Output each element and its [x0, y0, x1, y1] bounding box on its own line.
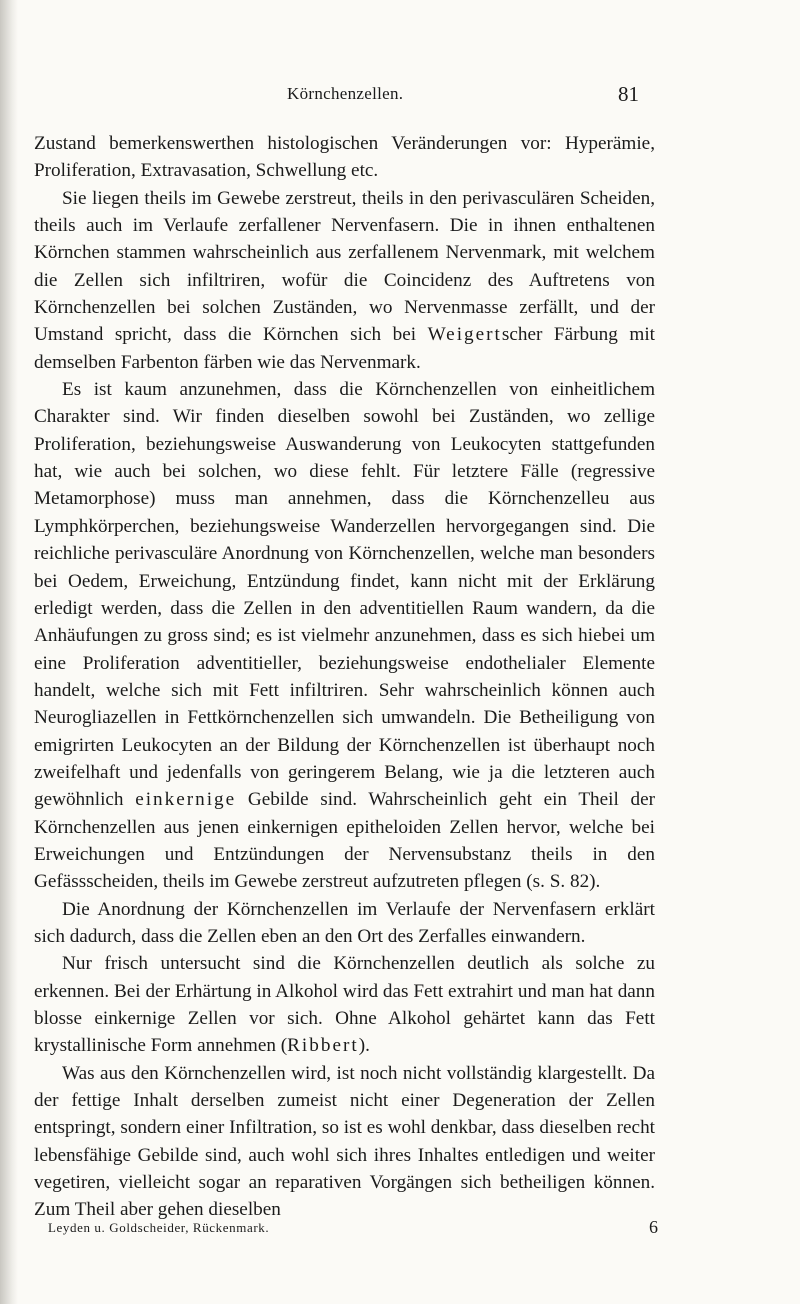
paragraph-text: Nur frisch untersucht sind die Körnchenzellen deutlich als solche zu erkennen. Bei der Erhärtung in Alkohol wird das Fett extrahirt und man hat dann blosse einkernige Zellen vor sich. Ohne Alkohol gehärtet kann das Fett krystallinische Form annehmen ( [34, 953, 655, 1057]
author-name-weigert: Weigert [427, 324, 502, 346]
paragraph-text: Zustand bemerkenswerthen histologischen Veränderungen vor: Hyperämie, Proliferation, Extravasation, Schwellung etc. [34, 133, 655, 182]
paragraph-5 [34, 950, 655, 1059]
paragraph-text: scher Färbung mit demselben Farbenton färben wie das Nervenmark. [34, 324, 655, 373]
paragraph-text: Es ist kaum anzunehmen, dass die Körnchenzellen von einheitlichem Charakter sind. Wir finden dieselben sowohl bei Zuständen, wo zellige Proliferation, beziehungsweise Auswanderung von Leukocyten stattgefunden hat, wie auch bei solchen, wo diese fehlt. Für letztere Fälle (regressive Metamorphose) muss man annehmen, dass die Körnchenzelleu aus Lymphkörperchen, beziehungsweise Wanderzellen hervorgegangen sind. Die reichliche perivasculäre Anordnung von Körnchenzellen, welche man besonders bei Oedem, Erweichung, Entzündung findet, kann nicht mit der Erklärung erledigt werden, dass die Zellen in den adventitiellen Raum wandern, da die Anhäufungen zu gross sind; es ist vielmehr anzunehmen, dass es sich hiebei um eine Proliferation adventitieller, beziehungsweise endothelialer Elemente handelt, welche sich mit Fett infiltriren. Sehr wahrscheinlich können auch Neurogliazellen in Fettkörnchenzellen sich umwandeln. Die Betheiligung von emigrirten Leukocyten an der Bildung der Körnchenzellen ist überhaupt noch zweifelhaft und jedenfalls von geringerem Belang, wie ja die letzteren auch gewöhnlich [34, 379, 655, 811]
paragraph-3 [34, 376, 655, 896]
page-number: 81 [618, 82, 639, 106]
paragraph-text: Gebilde sind. Wahrscheinlich geht ein Theil der Körnchenzellen aus jenen einkernigen epitheloiden Zellen hervor, welche bei Erweichungen und Entzündungen der Nervensubstanz theils in den Gefässscheiden, theils im Gewebe zerstreut aufzutreten pflegen (s. S. 82). [34, 789, 655, 893]
footer-signature: 6 [649, 1217, 658, 1237]
author-name-ribbert: Ribbert [287, 1035, 359, 1057]
footer-source: Leyden u. Goldscheider, Rückenmark. [48, 1220, 270, 1235]
paragraph-4 [34, 896, 655, 951]
running-head [0, 84, 800, 110]
paragraph-text: Sie liegen theils im Gewebe zerstreut, theils in den perivasculären Scheiden, theils auch im Verlaufe zerfallener Nervenfasern. Die in ihnen enthaltenen Körnchen stammen wahrscheinlich aus zerfallenem Nervenmark, mit welchem die Zellen sich infiltriren, wofür die Coincidenz des Auftretens von Körnchenzellen bei solchen Zuständen, wo Nervenmasse zerfällt, und der Umstand spricht, dass die Körnchen sich bei [34, 187, 655, 346]
page-gutter-shadow [0, 0, 18, 1304]
body-text [34, 130, 655, 1224]
paragraph-2 [34, 185, 655, 376]
running-title: Körnchenzellen. [287, 84, 404, 103]
paragraph-6 [34, 1060, 655, 1224]
paragraph-text: ). [358, 1035, 370, 1057]
page-footer [48, 1217, 658, 1242]
paragraph-1 [34, 130, 655, 185]
paragraph-text: Was aus den Körnchenzellen wird, ist noch nicht vollständig klargestellt. Da der fettige Inhalt derselben zumeist nicht einer Degeneration der Zellen entspringt, sondern einer Infiltration, so ist es wohl denkbar, dass dieselben recht lebensfähige Gebilde sind, auch wohl sich ihres Inhaltes entledigen und weiter vegetiren, vielleicht sogar an reparativen Vorgängen sich betheiligen können. Zum Theil aber gehen dieselben [34, 1062, 655, 1221]
paragraph-text: Die Anordnung der Körnchenzellen im Verlaufe der Nervenfasern erklärt sich dadurch, dass die Zellen eben an den Ort des Zerfalles einwandern. [34, 898, 655, 947]
emphasis-einkernige: einkernige [135, 789, 237, 811]
